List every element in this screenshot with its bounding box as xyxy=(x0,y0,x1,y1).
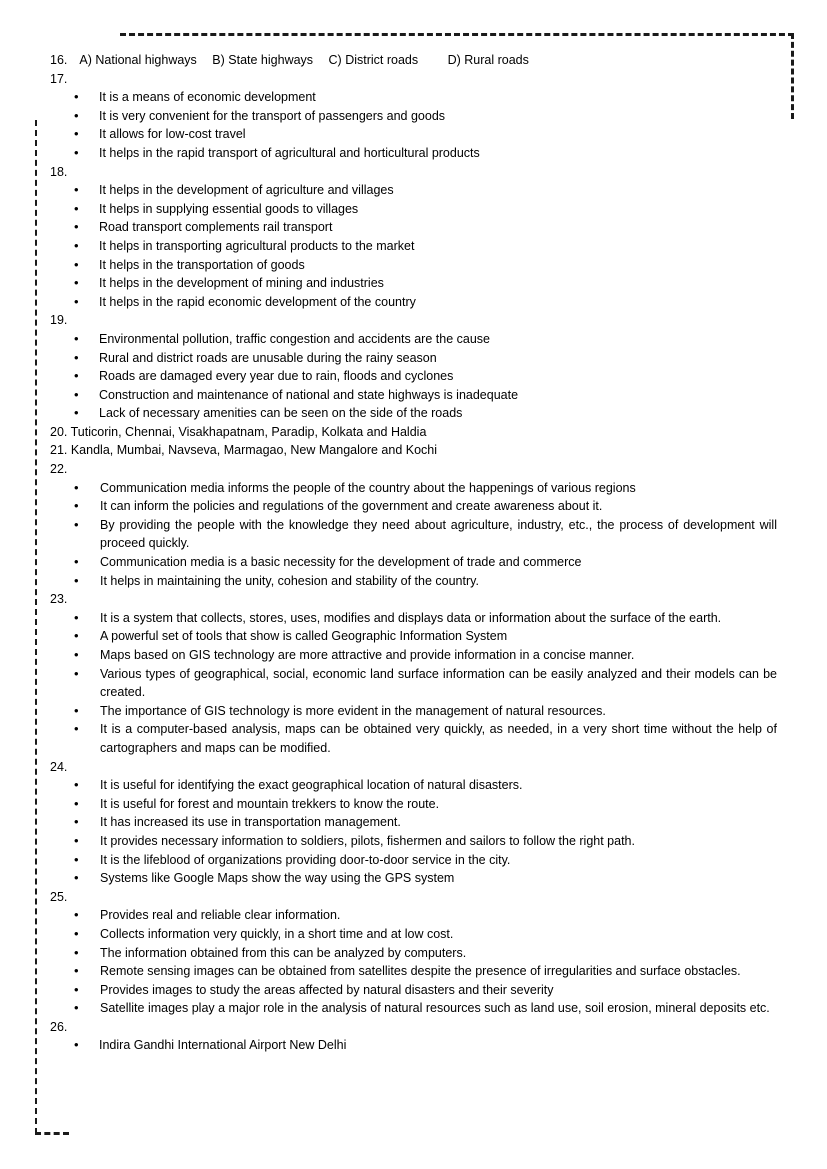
answer-19-point: • Roads are damaged every year due to rain, floods and cyclones xyxy=(50,367,777,386)
answer-25-point: • The information obtained from this can be analyzed by computers. xyxy=(50,944,777,963)
answer-18-point: • It helps in the development of agriculture and villages xyxy=(50,181,777,200)
answer-21: 21. Kandla, Mumbai, Navseva, Marmagao, New Mangalore and Kochi xyxy=(50,443,438,458)
answer-16-option-a: A) National highways xyxy=(79,53,197,67)
answer-23-point: • A powerful set of tools that show is called Geographic Information System xyxy=(50,627,777,646)
answer-26-point: • Indira Gandhi International Airport New Delhi xyxy=(50,1036,777,1055)
answer-18-point: • Road transport complements rail transport xyxy=(50,218,777,237)
answer-25-number: 25. xyxy=(50,889,68,904)
page-border-bottom xyxy=(35,1132,69,1135)
answer-23-point: • Maps based on GIS technology are more attractive and provide information in a concise manner. xyxy=(50,646,777,665)
answer-19-point: • Environmental pollution, traffic congestion and accidents are the cause xyxy=(50,330,777,349)
answer-24-point: • Systems like Google Maps show the way using the GPS system xyxy=(50,869,777,888)
answer-22-point: • It helps in maintaining the unity, cohesion and stability of the country. xyxy=(50,572,777,591)
answer-24-point: • It is useful for identifying the exact geographical location of natural disasters. xyxy=(50,776,777,795)
answer-24-point: • It is useful for forest and mountain trekkers to know the route. xyxy=(50,795,777,814)
answer-17-point: • It allows for low-cost travel xyxy=(50,125,777,144)
answer-24-point: • It provides necessary information to soldiers, pilots, fishermen and sailors to follow the right path. xyxy=(50,832,777,851)
answer-23-number: 23. xyxy=(50,592,68,607)
answer-20: 20. Tuticorin, Chennai, Visakhapatnam, Paradip, Kolkata and Haldia xyxy=(50,424,427,439)
answer-25-point: • Provides real and reliable clear information. xyxy=(50,906,777,925)
answer-19-point: • Construction and maintenance of national and state highways is inadequate xyxy=(50,386,777,405)
answer-16-number: 16. xyxy=(50,53,68,67)
answer-19-point: • Lack of necessary amenities can be seen on the side of the roads xyxy=(50,404,777,423)
page-border-right xyxy=(791,33,794,119)
answer-18-point: • It helps in the rapid economic development of the country xyxy=(50,293,777,312)
answer-16-option-d: D) Rural roads xyxy=(447,53,529,67)
answer-24-number: 24. xyxy=(50,759,68,774)
answer-17-point: • It helps in the rapid transport of agricultural and horticultural products xyxy=(50,144,777,163)
answer-23-point: • It is a computer-based analysis, maps can be obtained very quickly, as needed, in a very short time without the help of cartographers and maps can be modified. xyxy=(50,720,777,757)
answer-25-point: • Remote sensing images can be obtained from satellites despite the presence of irregularities and surface obstacles. xyxy=(50,962,777,981)
answer-24-point: • It is the lifeblood of organizations providing door-to-door service in the city. xyxy=(50,851,777,870)
answer-22-number: 22. xyxy=(50,462,68,477)
answer-17-number: 17. xyxy=(50,71,68,86)
answer-16-option-b: B) State highways xyxy=(212,53,314,67)
page-border-left xyxy=(35,120,37,1134)
answer-22-point: • It can inform the policies and regulations of the government and create awareness about it. xyxy=(50,497,777,516)
answer-18-point: • It helps in transporting agricultural products to the market xyxy=(50,237,777,256)
answer-22-point: • Communication media informs the people of the country about the happenings of various regions xyxy=(50,479,777,498)
answer-key-content xyxy=(50,51,777,1055)
answer-22-point: • By providing the people with the knowledge they need about agriculture, industry, etc., the process of development will proceed quickly. xyxy=(50,516,777,553)
answer-24-point: • It has increased its use in transportation management. xyxy=(50,813,777,832)
answer-25-point: • Provides images to study the areas affected by natural disasters and their severity xyxy=(50,981,777,1000)
answer-23-point: • Various types of geographical, social, economic land surface information can be easily analyzed and their models can be created. xyxy=(50,665,777,702)
answer-19-number: 19. xyxy=(50,313,68,328)
answer-19-point: • Rural and district roads are unusable during the rainy season xyxy=(50,349,777,368)
answer-16 xyxy=(50,51,777,70)
answer-26-number: 26. xyxy=(50,1019,68,1034)
answer-23-point: • The importance of GIS technology is more evident in the management of natural resources. xyxy=(50,702,777,721)
answer-18-point: • It helps in the transportation of goods xyxy=(50,256,777,275)
answer-18-number: 18. xyxy=(50,164,68,179)
answer-25-point: • Satellite images play a major role in the analysis of natural resources such as land use, soil erosion, mineral deposits etc. xyxy=(50,999,777,1018)
page-border-top xyxy=(120,33,794,36)
answer-22-point: • Communication media is a basic necessity for the development of trade and commerce xyxy=(50,553,777,572)
answer-25-point: • Collects information very quickly, in a short time and at low cost. xyxy=(50,925,777,944)
answer-17-point: • It is a means of economic development xyxy=(50,88,777,107)
answer-18-point: • It helps in the development of mining and industries xyxy=(50,274,777,293)
answer-23-point: • It is a system that collects, stores, uses, modifies and displays data or information about the surface of the earth. xyxy=(50,609,777,628)
answer-17-point: • It is very convenient for the transport of passengers and goods xyxy=(50,107,777,126)
answer-16-option-c: C) District roads xyxy=(328,53,419,67)
answer-18-point: • It helps in supplying essential goods to villages xyxy=(50,200,777,219)
